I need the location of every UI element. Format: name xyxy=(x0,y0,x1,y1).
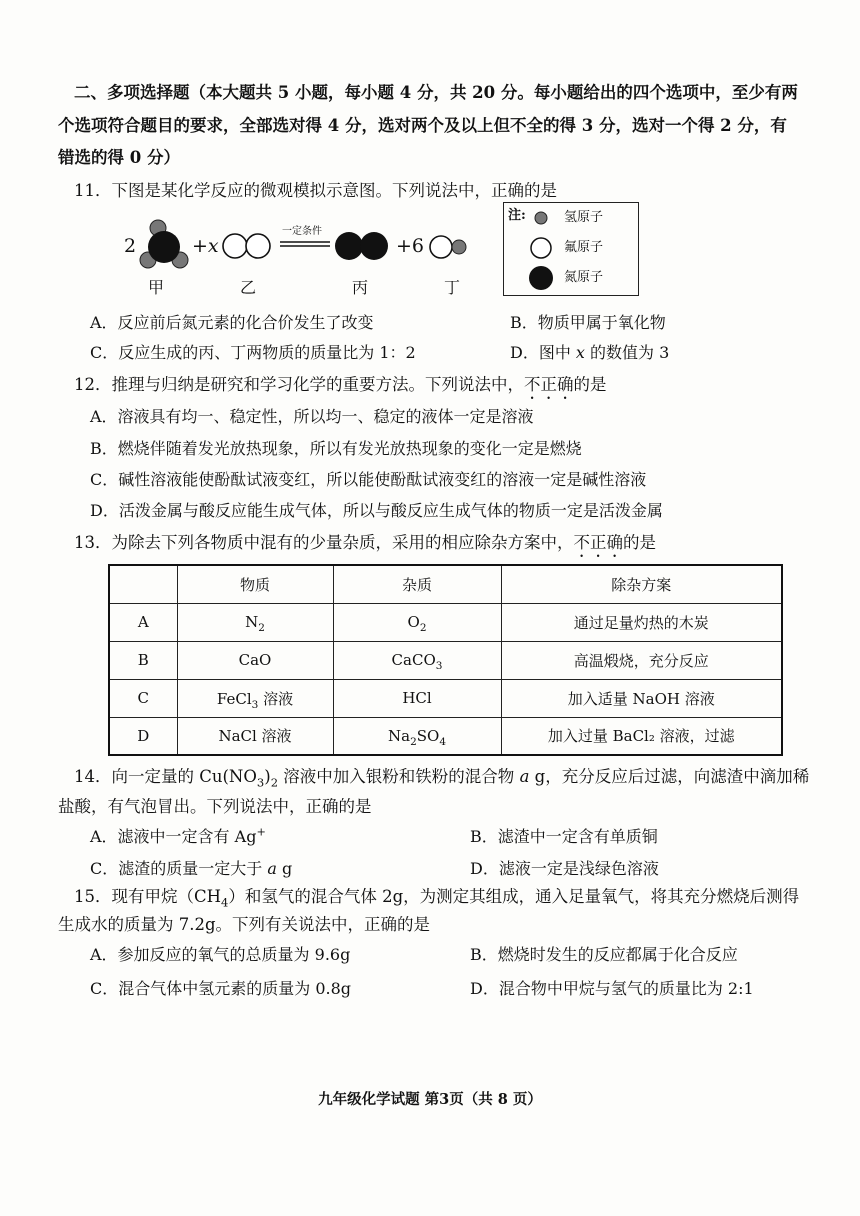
row-impurity: $Na_2SO_4$ xyxy=(333,717,501,755)
q15-option-b: B．燃烧时发生的反应都属于化合反应 xyxy=(470,945,738,964)
nitrogen-atom-icon xyxy=(528,265,554,291)
q13-stem-pre: 13．为除去下列各物质中混有的少量杂质，采用的相应除杂方案中， xyxy=(74,533,574,552)
q14-option-b: B．滤渣中一定含有单质铜 xyxy=(470,827,658,846)
equals-sign-icon xyxy=(280,240,330,248)
q15-option-c: C．混合气体中氢元素的质量为 0.8g xyxy=(90,979,352,998)
header-substance: 物质 xyxy=(177,565,333,603)
header-id xyxy=(109,565,177,603)
q15-option-a: A．参加反应的氧气的总质量为 9.6g xyxy=(90,945,351,964)
row-id: C xyxy=(109,679,177,717)
molecule-bing-icon xyxy=(334,230,390,262)
coefficient-yi: +x xyxy=(192,235,219,257)
q15-stem-line-1: 15．现有甲烷$(CH_4)$和氢气的混合气体 2g，为测定其组成，通入足量氧气，将其充分燃烧后测得 xyxy=(74,887,800,910)
section-header-line-3: 错选的得 0 分） xyxy=(58,148,180,167)
coefficient-jia: 2 xyxy=(124,235,137,257)
q13-stem-emphasis: 不正确 xyxy=(573,533,623,552)
section-header-line-2: 个选项符合题目的要求，全部选对得 4 分，选对两个及以上但不全的得 3 分，选对一个得 2 分，有 xyxy=(58,116,787,135)
legend-nitrogen: 氮原子 xyxy=(564,270,604,285)
row-method: 通过足量灼热的木炭 xyxy=(501,603,782,641)
q12-option-d: D．活泼金属与酸反应能生成气体，所以与酸反应生成气体的物质一定是活泼金属 xyxy=(90,501,663,520)
q11-option-d-post: 的数值为 3 xyxy=(584,343,670,362)
q12-option-b: B．燃烧伴随着发光放热现象，所以有发光放热现象的变化一定是燃烧 xyxy=(90,439,582,458)
row-id: D xyxy=(109,717,177,755)
q13-stem-post: 的是 xyxy=(623,533,656,552)
table-row xyxy=(109,679,782,717)
label-jia: 甲 xyxy=(148,278,165,297)
molecule-ding-icon xyxy=(428,234,472,260)
row-substance: CaO xyxy=(177,641,333,679)
q15-stem-line-2: 生成水的质量为 7.2g。下列有关说法中，正确的是 xyxy=(58,915,431,934)
section-header-line-1: 二、多项选择题（本大题共 5 小题，每小题 4 分，共 20 分。每小题给出的四个选项中，至少有两 xyxy=(74,83,798,102)
q12-stem-post: 的是 xyxy=(573,375,607,394)
q15-option-d: D．混合物中甲烷与氢气的质量比为 2:1 xyxy=(470,979,754,998)
table-header-row xyxy=(109,565,782,603)
table-row xyxy=(109,641,782,679)
row-impurity: HCl xyxy=(333,679,501,717)
q12-option-a: A．溶液具有均一、稳定性，所以均一、稳定的液体一定是溶液 xyxy=(90,407,534,426)
row-id: A xyxy=(109,603,177,641)
molecule-yi-icon xyxy=(222,232,272,260)
q12-stem-emphasis: 不正确 xyxy=(524,375,574,394)
q14-option-a: A．滤液中一定含有 Ag+ xyxy=(90,825,266,846)
atom-legend xyxy=(503,202,639,296)
q14-option-d: D．滤液一定是浅绿色溶液 xyxy=(470,859,659,878)
q11-option-d-pre: D．图中 xyxy=(510,343,576,362)
molecule-jia-icon xyxy=(138,216,192,272)
reaction-condition: 一定条件 xyxy=(282,226,322,237)
q11-option-d-var: x xyxy=(575,343,585,362)
q11-stem: 11．下图是某化学反应的微观模拟示意图。下列说法中，正确的是 xyxy=(74,181,557,200)
q12-stem xyxy=(74,374,607,403)
row-method: 高温煅烧，充分反应 xyxy=(501,641,782,679)
header-impurity: 杂质 xyxy=(333,565,501,603)
q14-option-c: C．滤渣的质量一定大于 a g xyxy=(90,859,293,878)
q14-stem-line-1: 14．向一定量的 $Cu(NO_3)_2$ 溶液中加入银粉和铁粉的混合物 a g，充分反应后过滤，向滤渣中滴加稀 xyxy=(74,767,810,790)
label-ding: 丁 xyxy=(444,278,461,297)
purification-table xyxy=(108,564,783,756)
q11-option-a: A．反应前后氮元素的化合价发生了改变 xyxy=(90,313,374,332)
q12-stem-pre: 12．推理与归纳是研究和学习化学的重要方法。下列说法中， xyxy=(74,375,524,394)
row-method: 加入过量 BaCl₂ 溶液，过滤 xyxy=(501,717,782,755)
legend-prefix: 注: xyxy=(508,208,526,223)
row-substance: $N_2$ xyxy=(177,603,333,641)
q11-option-c: C．反应生成的丙、丁两物质的质量比为 1：2 xyxy=(90,343,416,362)
header-method: 除杂方案 xyxy=(501,565,782,603)
row-impurity: CaCO$_3$ xyxy=(333,641,501,679)
coefficient-ding: +6 xyxy=(396,235,425,257)
fluorine-atom-icon xyxy=(529,236,553,260)
label-bing: 丙 xyxy=(352,278,369,297)
legend-fluorine: 氟原子 xyxy=(564,240,604,255)
row-id: B xyxy=(109,641,177,679)
row-impurity: $O_2$ xyxy=(333,603,501,641)
q11-option-d xyxy=(510,342,669,364)
table-row xyxy=(109,603,782,641)
page-footer: 九年级化学试题 第3页（共 8 页） xyxy=(318,1091,542,1108)
row-substance: FeCl$_3$ 溶液 xyxy=(177,679,333,717)
q11-option-b: B．物质甲属于氧化物 xyxy=(510,313,666,332)
row-method: 加入适量 NaOH 溶液 xyxy=(501,679,782,717)
q12-option-c: C．碱性溶液能使酚酞试液变红，所以能使酚酞试液变红的溶液一定是碱性溶液 xyxy=(90,470,647,489)
legend-hydrogen: 氢原子 xyxy=(564,210,604,225)
row-substance: NaCl 溶液 xyxy=(177,717,333,755)
q13-stem xyxy=(74,532,656,561)
table-row xyxy=(109,717,782,755)
label-yi: 乙 xyxy=(240,278,257,297)
hydrogen-atom-icon xyxy=(534,211,548,225)
q14-stem-line-2: 盐酸，有气泡冒出。下列说法中，正确的是 xyxy=(58,797,372,816)
